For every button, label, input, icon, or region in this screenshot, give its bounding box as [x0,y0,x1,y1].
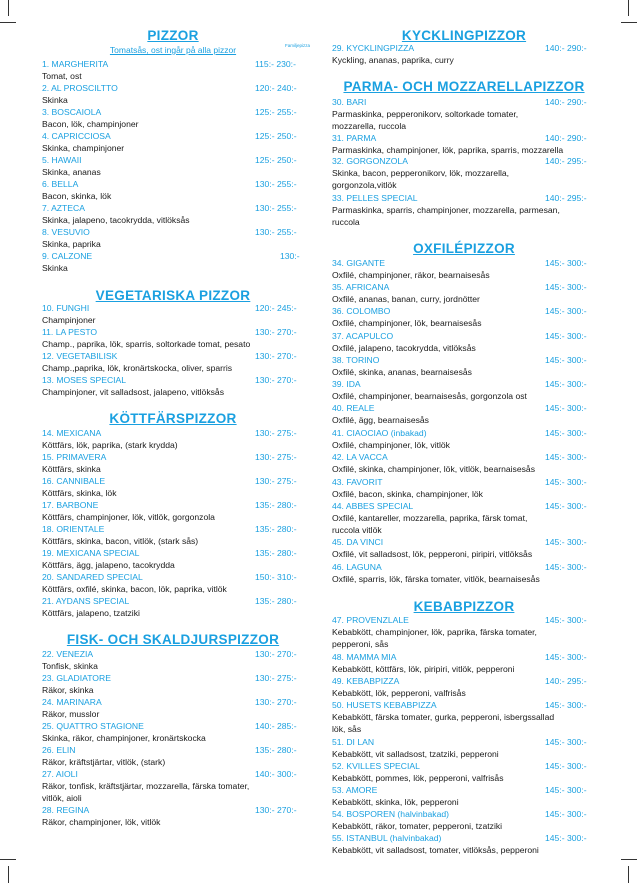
menu-item-price: 130:- 270:- [255,351,297,361]
menu-item-description: Skinka, paprika [42,239,101,249]
menu-item-price: 145:- 300:- [545,258,587,268]
menu-item-name: 54. BOSPOREN (halvinbakad) [332,809,450,819]
menu-item-description: Champinjoner, vit salladsost, jalapeno, vitlöksås [42,387,224,397]
menu-item-price: 130:- 270:- [255,375,297,385]
menu-item-name: 46. LAGUNA [332,562,382,572]
menu-item-description: Köttfärs, jalapeno, tzatziki [42,608,140,618]
menu-item-price: 145:- 300:- [545,501,587,511]
menu-item-name: 24. MARINARA [42,697,102,707]
menu-item-description: Skinka [42,95,68,105]
menu-item-name: 14. MEXICANA [42,428,102,438]
menu-item-description: gorgonzola,vitlök [332,180,397,190]
menu-item-price: 145:- 300:- [545,761,587,771]
menu-item-price: 145:- 300:- [545,428,587,438]
menu-item-price: 120:- 240:- [255,83,297,93]
menu-item-description: Kebabkött, champinjoner, lök, paprika, färska tomater, [332,627,537,637]
menu-item-price: 130:- 275:- [255,476,297,486]
menu-item-name: 18. ORIENTALE [42,524,105,534]
menu-item-description: Räkor, kräftstjärtar, vitlök, (stark) [42,757,166,767]
menu-item-description: Bacon, lök, champinjoner [42,119,139,129]
menu-item-description: Parmaskinka, sparris, champinjoner, mozzarella, parmesan, [332,205,560,215]
menu-item-description: Köttfärs, lök, paprika, (stark krydda) [42,440,178,450]
section-title: PIZZOR [147,28,199,43]
menu-item-description: mozzarella, ruccola [332,121,407,131]
menu-item-price: 145:- 300:- [545,700,587,710]
menu-item-name: 2. AL PROSCILTTO [42,83,118,93]
menu-item-name: 32. GORGONZOLA [332,156,408,166]
menu-item-description: ruccola [332,217,360,227]
menu-item-name: 51. DI LAN [332,737,375,747]
menu-item-name: 39. IDA [332,379,361,389]
menu-item-description: Bacon, skinka, lök [42,191,112,201]
menu-item-description: Oxfilé, skinka, ananas, bearnaisesås [332,367,472,377]
menu-item-price: 120:- 245:- [255,303,297,313]
menu-item-name: 13. MOSES SPECIAL [42,375,127,385]
menu-item-price: 125:- 255:- [255,107,297,117]
menu-item-price: 145:- 300:- [545,737,587,747]
menu-item-name: 17. BARBONE [42,500,99,510]
crop-mark [8,0,9,16]
menu-item-description: Köttfärs, skinka, bacon, vitlök, (stark sås) [42,536,199,546]
menu-item-name: 6. BELLA [42,179,79,189]
menu-item-description: Oxfilé, champinjoner, lök, vitlök [332,440,450,450]
menu-item-price: 145:- 300:- [545,477,587,487]
menu-item-description: vitlök, aioli [42,793,82,803]
menu-item-description: Parmaskinka, pepperonikorv, soltorkade tomater, [332,109,519,119]
menu-item-price: 125:- 250:- [255,155,297,165]
menu-item-description: Tonfisk, skinka [42,661,98,671]
menu-item-price: 140:- 295:- [545,156,587,166]
menu-item-description: Köttfärs, ägg, jalapeno, tacokrydda [42,560,175,570]
menu-item-name: 8. VESUVIO [42,227,90,237]
menu-item-name: 9. CALZONE [42,251,93,261]
section-title: KEBABPIZZOR [413,599,515,614]
menu-item-name: 19. MEXICANA SPECIAL [42,548,140,558]
menu-item-name: 21. AYDANS SPECIAL [42,596,130,606]
menu-item-name: 40. REALE [332,403,375,413]
section-title: KYCKLINGPIZZOR [401,28,527,43]
menu-item-price: 145:- 300:- [545,809,587,819]
menu-item-description: Oxfilé, champinjoner, bearnaisesås, gorgonzola ost [332,391,527,401]
menu-item-price: 135:- 280:- [255,596,297,606]
section-subtitle: Tomatsås, ost ingår på alla pizzor [109,45,237,55]
menu-item-description: Kebabkött, köttfärs, lök, piripiri, vitlök, pepperoni [332,664,515,674]
menu-item-description: Skinka, jalapeno, tacokrydda, vitlöksås [42,215,190,225]
menu-item-price: 140:- 295:- [545,193,587,203]
menu-item-price: 145:- 300:- [545,331,587,341]
menu-item-description: Skinka [42,263,68,273]
menu-item-name: 41. CIAOCIAO (inbakad) [332,428,427,438]
menu-item-price: 135:- 280:- [255,548,297,558]
menu-item-price: 145:- 300:- [545,833,587,843]
menu-item-name: 22. VENEZIA [42,649,94,659]
menu-item-description: Parmaskinka, champinjoner, lök, paprika, sparris, mozzarella [332,145,564,155]
menu-item-description: Oxfilé, ägg, bearnaisesås [332,415,429,425]
menu-item-price: 145:- 300:- [545,615,587,625]
menu-item-description: Räkor, champinjoner, lök, vitlök [42,817,161,827]
menu-item-price: 140:- 285:- [255,721,297,731]
menu-item-description: ruccola vitlök [332,525,382,535]
menu-item-price: 140:- 295:- [545,676,587,686]
menu-item-name: 29. KYCKLINGPIZZA [332,43,415,53]
menu-item-description: Tomat, ost [42,71,82,81]
menu-item-description: pepperoni, sås [332,639,389,649]
menu-item-description: Oxfilé, vit salladsost, lök, pepperoni, piripiri, vitlöksås [332,549,533,559]
menu-item-name: 10. FUNGHI [42,303,90,313]
crop-mark [628,0,629,16]
menu-item-name: 53. AMORE [332,785,378,795]
menu-item-name: 35. AFRICANA [332,282,390,292]
menu-item-price: 145:- 300:- [545,282,587,292]
menu-item-description: Räkor, tonfisk, kräftstjärtar, mozzarella, färska tomater, [42,781,250,791]
crop-mark [0,859,16,860]
crop-mark [621,22,637,23]
menu-item-price: 140:- 290:- [545,97,587,107]
menu-item-price: 130:- 270:- [255,327,297,337]
menu-item-description: Kyckling, ananas, paprika, curry [332,55,454,65]
menu-item-name: 5. HAWAII [42,155,82,165]
family-size-note: Familjepizza [284,43,310,48]
menu-item-name: 25. QUATTRO STAGIONE [42,721,144,731]
menu-item-name: 23. GLADIATORE [42,673,111,683]
menu-item-price: 145:- 300:- [545,379,587,389]
menu-item-name: 52. KVILLES SPECIAL [332,761,420,771]
menu-item-price: 135:- 280:- [255,745,297,755]
menu-item-name: 34. GIGANTE [332,258,386,268]
menu-item-price: 140:- 290:- [545,133,587,143]
menu-item-price: 145:- 300:- [545,355,587,365]
menu-item-description: Kebabkött, vit salladsost, tomater, vitlöksås, pepperoni [332,845,539,855]
menu-item-price: 130:- 270:- [255,805,297,815]
section-title: VEGETARISKA PIZZOR [95,288,251,303]
menu-item-description: Köttfärs, oxfilé, skinka, bacon, lök, paprika, vitlök [42,584,227,594]
menu-item-description: Oxfilé, ananas, banan, curry, jordnötter [332,294,480,304]
menu-item-description: Skinka, bacon, pepperonikorv, lök, mozzarella, [332,168,510,178]
menu-item-name: 1. MARGHERITA [42,59,109,69]
crop-mark [8,866,9,883]
menu-item-price: 130:- 255:- [255,203,297,213]
menu-item-name: 55. ISTANBUL (halvinbakad) [332,833,442,843]
menu-item-price: 130:- 270:- [255,697,297,707]
menu-item-price: 135:- 280:- [255,500,297,510]
menu-item-name: 28. REGINA [42,805,90,815]
menu-item-description: Skinka, ananas [42,167,101,177]
menu-item-description: Kebabkött, pommes, lök, pepperoni, valfrisås [332,773,504,783]
menu-item-description: Köttfärs, skinka, lök [42,488,117,498]
menu-item-price: 125:- 250:- [255,131,297,141]
menu-item-description: Räkor, skinka [42,685,94,695]
section-title: FISK- OCH SKALDJURSPIZZOR [66,632,280,647]
menu-item-price: 130:- 275:- [255,428,297,438]
menu-item-price: 150:- 310:- [255,572,297,582]
menu-item-description: Kebabkött, lök, pepperoni, valfrisås [332,688,466,698]
menu-item-price: 130:- 255:- [255,227,297,237]
menu-item-description: Oxfilé, kantareller, mozzarella, paprika, färsk tomat, [332,513,528,523]
menu-item-description: Räkor, musslor [42,709,100,719]
menu-item-description: Oxfilé, champinjoner, räkor, bearnaisesås [332,270,490,280]
menu-item-name: 36. COLOMBO [332,306,391,316]
menu-item-name: 38. TORINO [332,355,380,365]
menu-item-price: 145:- 300:- [545,403,587,413]
menu-item-description: Kebabkött, räkor, tomater, pepperoni, tzatziki [332,821,503,831]
section-title: PARMA- OCH MOZZARELLAPIZZOR [343,79,585,94]
menu-item-name: 43. FAVORIT [332,477,383,487]
menu-item-name: 49. KEBABPIZZA [332,676,400,686]
menu-item-name: 50. HUSETS KEBABPIZZA [332,700,437,710]
menu-item-description: Oxfilé, champinjoner, lök, bearnaisesås [332,318,482,328]
menu-item-name: 33. PELLES SPECIAL [332,193,418,203]
section-title: OXFILÉPIZZOR [413,241,515,256]
menu-item-name: 3. BOSCAIOLA [42,107,102,117]
menu-item-name: 31. PARMA [332,133,377,143]
menu-item-name: 7. AZTECA [42,203,85,213]
menu-item-name: 27. AIOLI [42,769,78,779]
menu-item-description: Champ.,paprika, lök, kronärtskocka, oliver, sparris [42,363,233,373]
crop-mark [621,859,637,860]
menu-item-name: 15. PRIMAVERA [42,452,107,462]
menu-item-price: 130:- [280,251,300,261]
menu-item-description: Oxfilé, skinka, champinjoner, lök, vitlök, bearnaisesås [332,464,536,474]
menu-item-price: 140:- 290:- [545,43,587,53]
menu-item-price: 145:- 300:- [545,537,587,547]
menu-item-price: 130:- 275:- [255,673,297,683]
menu-item-price: 145:- 300:- [545,652,587,662]
menu-item-description: Oxfilé, sparris, lök, färska tomater, vitlök, bearnaisesås [332,574,540,584]
menu-item-name: 47. PROVENZLALE [332,615,409,625]
menu-item-description: Köttfärs, champinjoner, lök, vitlök, gorgonzola [42,512,215,522]
menu-item-description: lök, sås [332,724,362,734]
menu-item-price: 145:- 300:- [545,306,587,316]
menu-item-price: 130:- 255:- [255,179,297,189]
menu-item-name: 42. LA VACCA [332,452,388,462]
menu-item-price: 130:- 270:- [255,649,297,659]
menu-item-description: Champinjoner [42,315,96,325]
menu-item-name: 45. DA VINCI [332,537,384,547]
menu-item-name: 4. CAPRICCIOSA [42,131,111,141]
menu-item-price: 130:- 275:- [255,452,297,462]
menu-item-name: 48. MAMMA MIA [332,652,397,662]
menu-item-price: 145:- 300:- [545,562,587,572]
menu-item-price: 135:- 280:- [255,524,297,534]
menu-item-description: Oxfilé, bacon, skinka, champinjoner, lök [332,489,483,499]
menu-item-name: 16. CANNIBALE [42,476,106,486]
menu-item-description: Köttfärs, skinka [42,464,101,474]
crop-mark [0,22,16,23]
menu-item-name: 11. LA PESTO [42,327,98,337]
crop-mark [628,866,629,883]
menu-item-description: Kebabkött, skinka, lök, pepperoni [332,797,459,807]
section-title: KÖTTFÄRSPIZZOR [109,411,237,426]
menu-item-description: Skinka, räkor, champinjoner, kronärtskocka [42,733,206,743]
menu-item-description: Kebabkött, vit salladsost, tzatziki, pepperoni [332,749,499,759]
menu-item-description: Skinka, champinjoner [42,143,125,153]
menu-item-name: 20. SANDARED SPECIAL [42,572,143,582]
menu-item-name: 44. ABBES SPECIAL [332,501,414,511]
menu-item-price: 145:- 300:- [545,452,587,462]
menu-item-price: 140:- 300:- [255,769,297,779]
menu-item-description: Oxfilé, jalapeno, tacokrydda, vitlöksås [332,343,476,353]
menu-item-name: 30. BARI [332,97,367,107]
menu-item-name: 26. ELIN [42,745,76,755]
menu-item-name: 37. ACAPULCO [332,331,394,341]
menu-item-price: 115:- 230:- [255,59,296,69]
menu-item-description: Kebabkött, färska tomater, gurka, pepperoni, isbergssallad [332,712,555,722]
menu-item-description: Champ., paprika, lök, sparris, soltorkade tomat, pesato [42,339,251,349]
menu-item-price: 145:- 300:- [545,785,587,795]
menu-item-name: 12. VEGETABILISK [42,351,118,361]
